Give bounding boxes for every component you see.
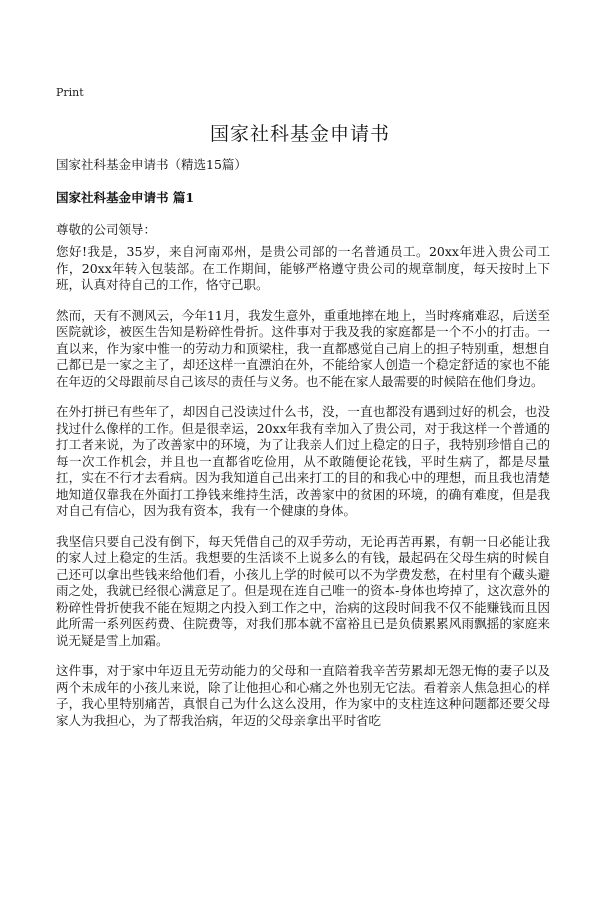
print-label: Print (56, 86, 84, 99)
paragraph: 您好!我是，35岁，来自河南邓州，是贵公司部的一名普通员工。20xx年进入贵公司工作，20xx年转入包装部。在工作期间，能够严格遵守贵公司的规章制度，每天按时上下班，认真对待自己的工作，恪守己职。 (56, 244, 550, 292)
section-heading: 国家社科基金申请书 篇1 (56, 190, 195, 205)
document-title: 国家社科基金申请书 (209, 123, 390, 145)
paragraph: 我坚信只要自己没有倒下，每天凭借自己的双手劳动，无论再苦再累，有朝一日必能让我的家人过上稳定的生活。我想要的生活谈不上说多么的有钱，最起码在父母生病的时候自己还可以拿出些钱来给他们看，小孩儿上学的时候可以不为学费发愁，在村里有个藏头避雨之处，我就已经很心满意足了。但是现在连自己唯一的资本-身体也垮掉了，这次意外的粉碎性骨折使我不能在短期之内投入到工作之中，治病的这段时间我不仅不能赚钱而且因此所需一系列医药费、住院费等，对我们那本就不富裕且已是负债累累风雨飘摇的家庭来说无疑是雪上加霜。 (56, 533, 550, 648)
document-subtitle: 国家社科基金申请书（精选15篇） (56, 157, 247, 172)
paragraph: 这件事，对于家中年迈且无劳动能力的父母和一直陪着我辛苦劳累却无怨无悔的妻子以及两个未成年的小孩儿来说，除了让他担心和心痛之外也别无它法。看着亲人焦急担心的样子，我心里特别痛苦，真恨自己为什么这么没用，作为家中的支柱连这种问题都还要父母家人为我担心，为了帮我治病，年迈的父母亲拿出平时省吃 (56, 663, 550, 728)
paragraph: 在外打拼已有些年了，却因自己没读过什么书，没，一直也都没有遇到过好的机会，也没找过什么像样的工作。但是很幸运，20xx年我有幸加入了贵公司，对于我这样一个普通的打工者来说，为了改善家中的环境，为了让我亲人们过上稳定的日子，我特别珍惜自己的每一次工作机会，并且也一直都省吃俭用，从不敢随便论花钱，平时生病了，都是尽量扛，实在不行才去看病。因为我知道自己出来打工的目的和我心中的理想，而且我也清楚地知道仅靠我在外面打工挣钱来维持生活，改善家中的贫困的环境，的确有难度，但是我对自己有信心，因为我有资本，我有一个健康的身体。 (56, 404, 550, 518)
paragraph: 然而，天有不测风云，今年11月，我发生意外，重重地摔在地上，当时疼痛难忍，后送至医院就诊，被医生告知是粉碎性骨折。这件事对于我及我的家庭都是一个不小的打击。一直以来，作为家中惟一的劳动力和顶梁柱，我一直都感觉自己肩上的担子特别重，想想自己都已是一家之主了，却还这样一直漂泊在外，不能给家人创造一个稳定舒适的家也不能在年迈的父母跟前尽自己该尽的责任与义务。也不能在家人最需要的时候陪在他们身边。 (56, 307, 550, 389)
salutation: 尊敬的公司领导： (56, 222, 157, 237)
body-text (56, 244, 550, 743)
